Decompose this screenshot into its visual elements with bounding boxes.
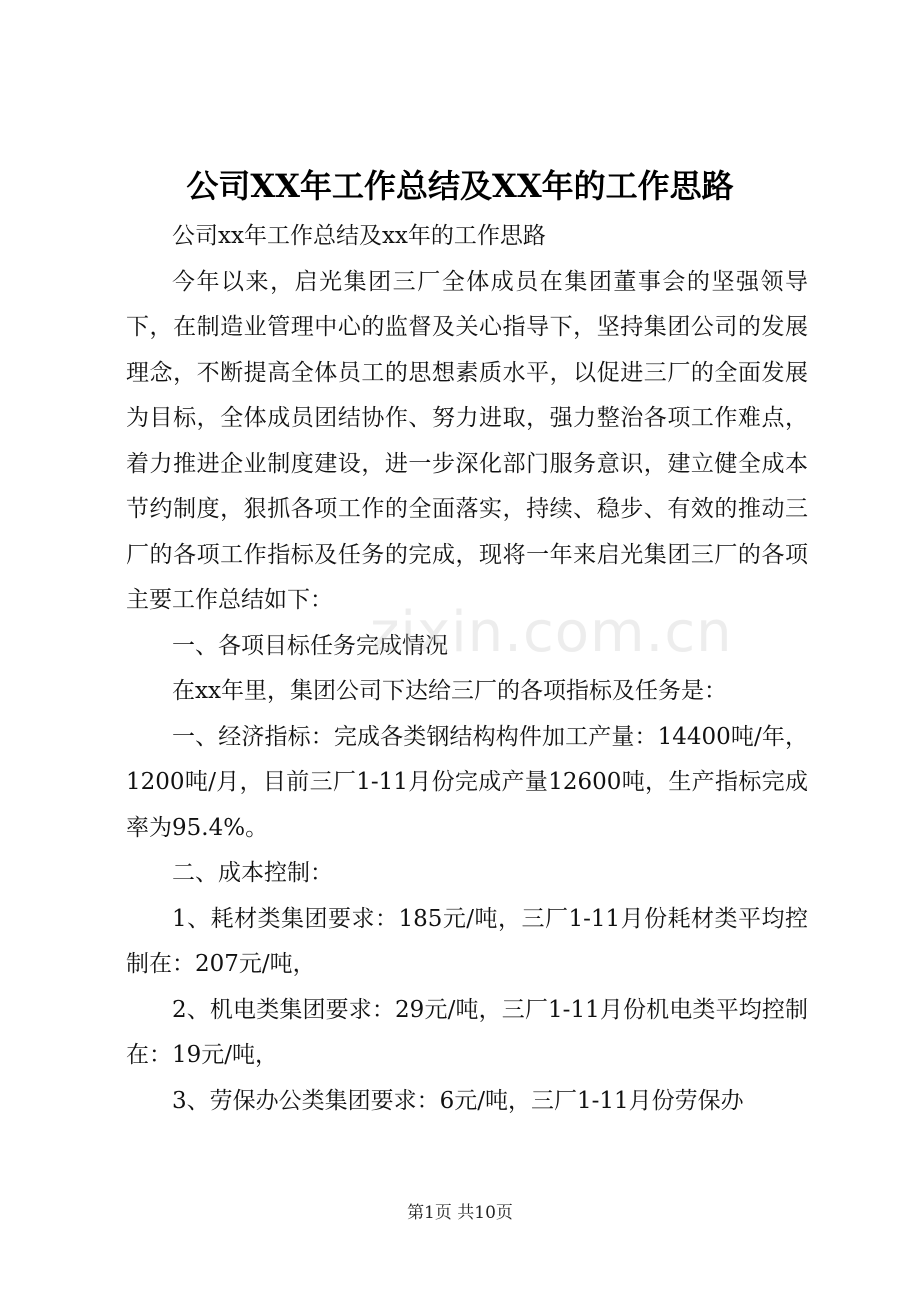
page-footer: 第1页 共10页 (407, 1203, 513, 1223)
paragraph-labor-protection: 3、劳保办公类集团要求：6元/吨，三厂1-11月份劳保办 (172, 1087, 744, 1114)
paragraph-subtitle: 公司xx年工作总结及xx年的工作思路 (172, 223, 546, 249)
watermark: zixin.com.cn (370, 600, 733, 665)
paragraph-tasks-intro: 在xx年里，集团公司下达给三厂的各项指标及任务是： (172, 678, 727, 704)
paragraph-intro: 今年以来，启光集团三厂全体成员在集团董事会的坚强领导下，在制造业管理中心的监督及关心指导下，坚持集团公司的发展理念，不断提高全体员工的思想素质水平，以促进三厂的全面发展为目标，全体成员团结协作、努力进取，强力整治各项工作难点，着力推进企业制度建设，进一步深化部门服务意识，建立健全成本节约制度，狠抓各项工作的全面落实，持续、稳步、有效的推动三厂的各项工作指标及任务的完成，现将一年来启光集团三厂的各项主要工作总结如下： (126, 268, 808, 613)
document-title: 公司XX年工作总结及XX年的工作思路 (186, 167, 734, 205)
paragraph-electromechanical: 2、机电类集团要求：29元/吨，三厂1-11月份机电类平均控制在：19元/吨， (126, 996, 808, 1068)
paragraph-consumables: 1、耗材类集团要求：185元/吨，三厂1-11月份耗材类平均控制在：207元/吨， (126, 905, 808, 977)
paragraph-cost-control: 二、成本控制： (172, 860, 333, 886)
document-body (126, 214, 808, 1124)
paragraph-section-heading: 一、各项目标任务完成情况 (172, 632, 448, 659)
paragraph-economic-indicators: 一、经济指标：完成各类钢结构构件加工产量：14400吨/年，1200吨/月，目前三厂1-11月份完成产量12600吨，生产指标完成率为95.4%。 (126, 723, 808, 841)
